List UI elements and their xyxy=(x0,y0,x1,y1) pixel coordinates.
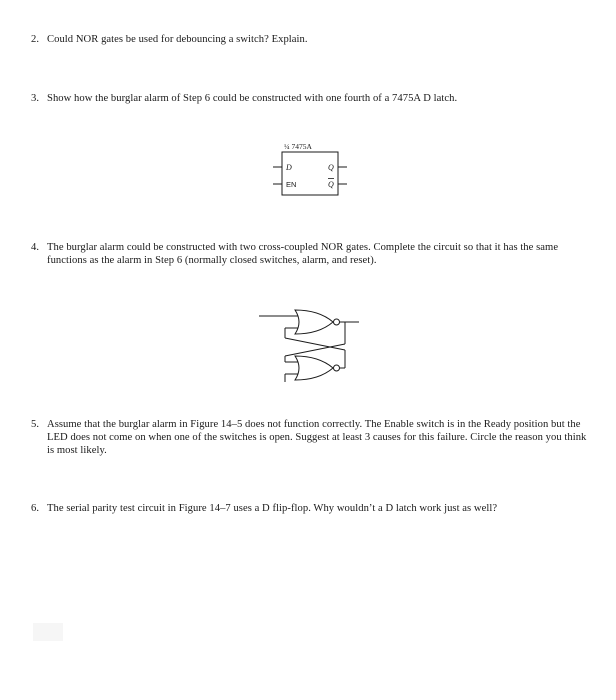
question-number: 6. xyxy=(31,503,40,514)
question-3 xyxy=(31,92,591,105)
question-number: 4. xyxy=(31,242,40,253)
d-latch-diagram xyxy=(265,140,355,202)
question-text: Could NOR gates be used for debouncing a switch? Explain. xyxy=(47,34,308,45)
question-text: Assume that the burglar alarm in Figure 14–5 does not function correctly. The Enable switch is in the Ready position but the LED does not come on when one of the switches is open. Suggest at least 3 causes for this failure. Circle the reason you think is most likely. xyxy=(47,419,587,456)
nor-gate-top xyxy=(295,310,333,334)
wire xyxy=(285,338,345,350)
question-text: Show how the burglar alarm of Step 6 could be constructed with one fourth of a 7475A D latch. xyxy=(47,93,458,104)
scan-artifact xyxy=(33,623,63,641)
latch-en-label: EN xyxy=(286,180,297,189)
question-2 xyxy=(31,33,591,46)
question-text: The serial parity test circuit in Figure 14–7 uses a D flip-flop. Why wouldn’t a D latch work just as well? xyxy=(47,503,498,514)
question-5 xyxy=(31,418,591,457)
nor-bubble-top xyxy=(334,319,340,325)
latch-qbar-label: Q xyxy=(328,180,334,189)
wire xyxy=(285,344,345,356)
question-6 xyxy=(31,502,591,515)
question-4 xyxy=(31,241,591,267)
latch-d-label: D xyxy=(286,163,292,172)
question-text: The burglar alarm could be constructed with two cross-coupled NOR gates. Complete the circuit so that it has the same functions as the alarm in Step 6 (normally closed switches, alarm, and reset). xyxy=(47,242,559,266)
latch-title: ¼ 7475A xyxy=(284,142,312,151)
latch-q-label: Q xyxy=(328,163,334,172)
question-number: 3. xyxy=(31,93,40,104)
nor-latch-diagram xyxy=(255,298,365,388)
question-number: 2. xyxy=(31,34,40,45)
nor-gate-bottom xyxy=(295,356,333,380)
nor-bubble-bottom xyxy=(334,365,340,371)
question-number: 5. xyxy=(31,419,40,430)
